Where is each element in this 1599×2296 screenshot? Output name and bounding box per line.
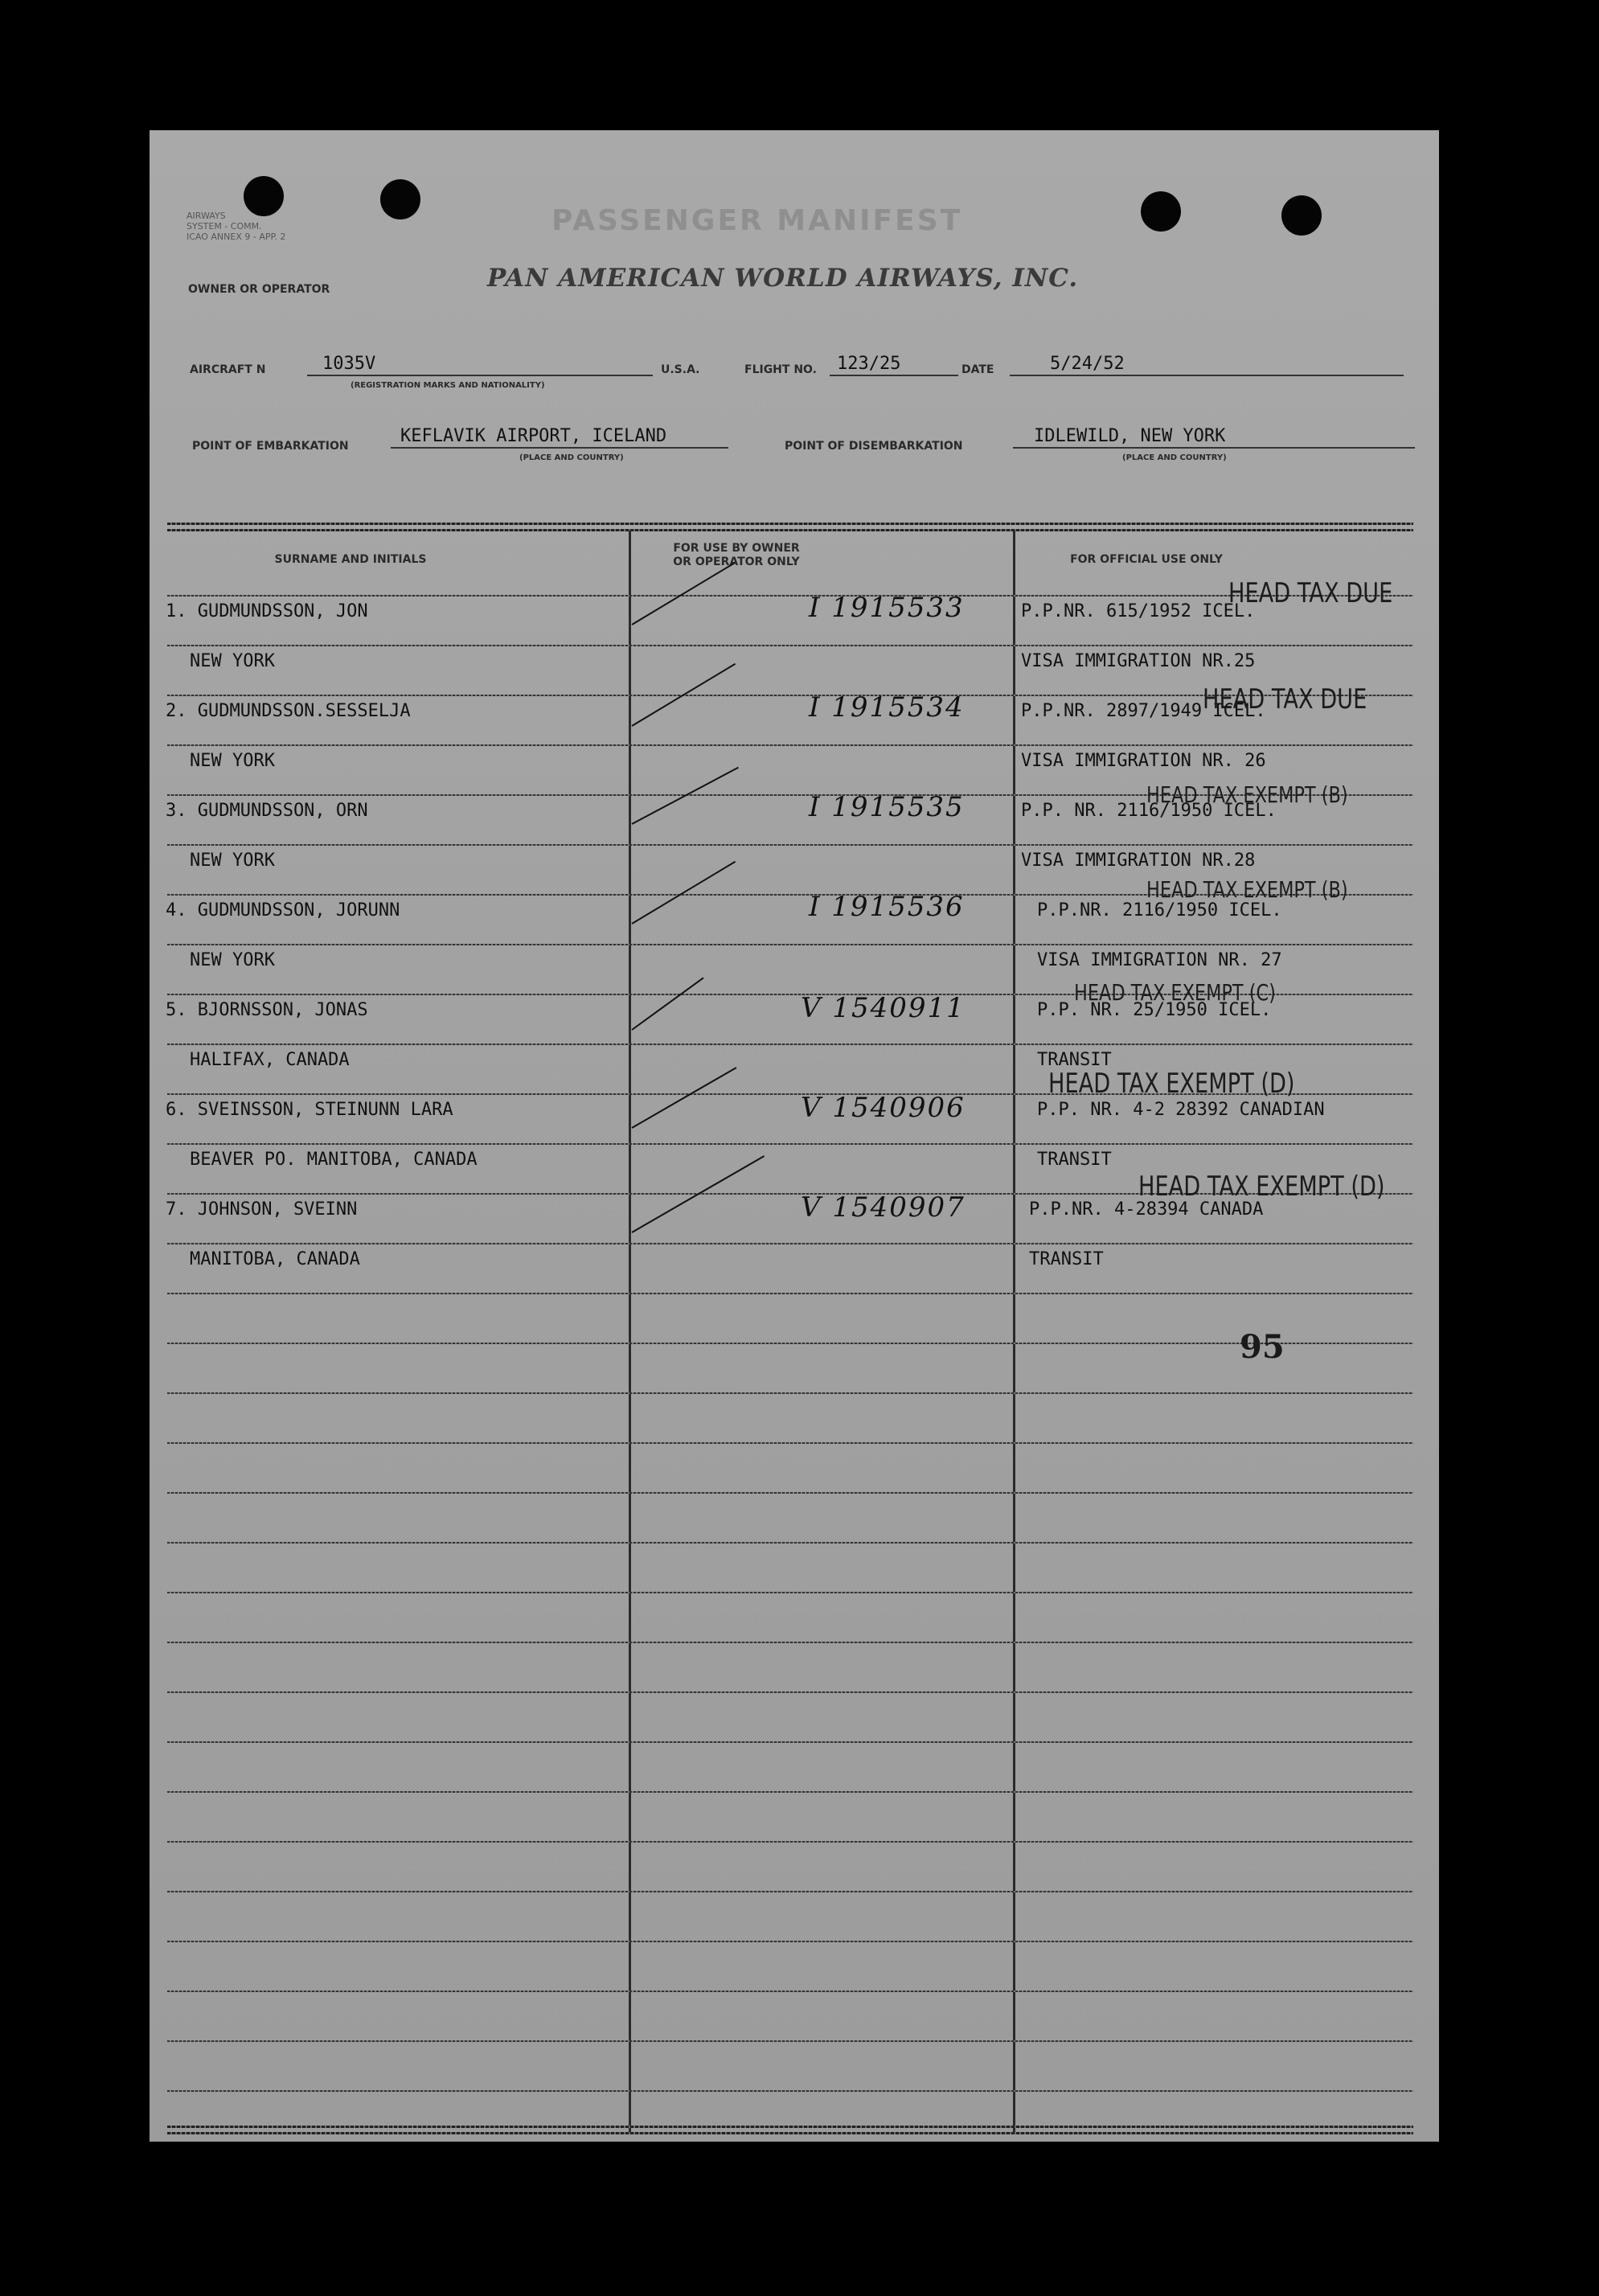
ruled-line	[167, 1841, 1413, 1843]
head-tax-stamp: HEAD TAX EXEMPT (D)	[1048, 1068, 1295, 1100]
ruled-line	[167, 1542, 1413, 1544]
ruled-line	[167, 2090, 1413, 2092]
visa-info: VISA IMMIGRATION NR. 26	[1021, 751, 1266, 771]
embarkation-caption: (PLACE AND COUNTRY)	[519, 453, 624, 462]
passenger-name: 6. SVEINSSON, STEINUNN LARA	[166, 1100, 453, 1120]
ruled-line	[167, 1392, 1413, 1394]
head-tax-stamp: HEAD TAX EXEMPT (B)	[1146, 781, 1348, 808]
usa-label: U.S.A.	[661, 363, 700, 376]
passenger-destination: NEW YORK	[190, 950, 275, 970]
date-label: DATE	[961, 363, 994, 376]
passenger-name: 7. JOHNSON, SVEINN	[166, 1199, 358, 1220]
ruled-line	[167, 1592, 1413, 1593]
ticket-number: I 1915536	[809, 891, 965, 923]
ruled-line	[167, 1741, 1413, 1743]
aircraft-caption: (REGISTRATION MARKS AND NATIONALITY)	[351, 381, 545, 390]
passenger-destination: BEAVER PO. MANITOBA, CANADA	[190, 1150, 478, 1170]
ticket-number: I 1915533	[809, 592, 965, 624]
ticket-number: V 1540907	[801, 1191, 966, 1224]
passenger-name: 4. GUDMUNDSSON, JORUNN	[166, 900, 400, 920]
punch-hole	[380, 179, 420, 219]
ruled-line	[167, 1343, 1413, 1344]
ruled-line	[167, 1293, 1413, 1294]
ruled-line	[167, 944, 1413, 945]
aircraft-label: AIRCRAFT N	[190, 363, 266, 376]
passenger-destination: NEW YORK	[190, 751, 275, 771]
embarkation-value: KEFLAVIK AIRPORT, ICELAND	[400, 426, 667, 446]
ticket-number: V 1540911	[801, 992, 966, 1024]
check-mark	[631, 861, 736, 925]
head-tax-stamp: HEAD TAX EXEMPT (D)	[1138, 1171, 1385, 1203]
visa-info: VISA IMMIGRATION NR.25	[1021, 651, 1256, 671]
passport-number: P.P.NR. 615/1952 ICEL.	[1021, 601, 1256, 621]
ruled-line	[167, 1442, 1413, 1444]
passenger-name: 3. GUDMUNDSSON, ORN	[166, 801, 368, 821]
head-tax-stamp: HEAD TAX DUE	[1203, 683, 1367, 715]
passport-number: P.P. NR. 25/1950 ICEL.	[1037, 1000, 1272, 1020]
column-header-official: FOR OFFICIAL USE ONLY	[1070, 553, 1223, 566]
column-header-operator: FOR USE BY OWNER OR OPERATOR ONLY	[673, 542, 800, 568]
punch-hole	[1141, 191, 1181, 232]
form-reference: AIRWAYS SYSTEM - COMM. ICAO ANNEX 9 - APP. 2	[187, 211, 286, 242]
passenger-destination: MANITOBA, CANADA	[190, 1249, 360, 1269]
passport-number: P.P.NR. 2116/1950 ICEL.	[1037, 900, 1282, 920]
ticket-number: I 1915534	[809, 691, 965, 724]
manifest-sheet	[150, 130, 1439, 2142]
ruled-line	[167, 744, 1413, 746]
check-mark	[632, 1067, 737, 1129]
passport-number: P.P.NR. 4-28394 CANADA	[1029, 1199, 1264, 1220]
embarkation-label: POINT OF EMBARKATION	[192, 440, 349, 453]
date-value: 5/24/52	[1050, 354, 1125, 374]
ruled-line	[167, 1642, 1413, 1643]
flight-value: 123/25	[837, 354, 901, 374]
ticket-number: I 1915535	[809, 791, 965, 823]
visa-info: VISA IMMIGRATION NR. 27	[1037, 950, 1282, 970]
head-tax-stamp: HEAD TAX EXEMPT (C)	[1074, 979, 1276, 1006]
ruled-line	[167, 1043, 1413, 1045]
ruled-line	[167, 1143, 1413, 1145]
passenger-name: 2. GUDMUNDSSON.SESSELJA	[166, 701, 411, 721]
punch-hole	[1281, 195, 1322, 236]
ruled-line	[167, 844, 1413, 846]
head-tax-stamp: HEAD TAX DUE	[1228, 577, 1393, 609]
passenger-name: 1. GUDMUNDSSON, JON	[166, 601, 368, 621]
passenger-name: 5. BJORNSSON, JONAS	[166, 1000, 368, 1020]
passport-number: P.P. NR. 4-2 28392 CANADIAN	[1037, 1100, 1325, 1120]
passenger-destination: NEW YORK	[190, 651, 275, 671]
ruled-line	[167, 595, 1413, 597]
aircraft-value: 1035V	[322, 354, 376, 374]
owner-label: OWNER OR OPERATOR	[188, 283, 330, 296]
ruled-line	[167, 1891, 1413, 1892]
check-mark	[631, 978, 703, 1031]
ruled-line	[167, 645, 1413, 646]
column-header-surname: SURNAME AND INITIALS	[274, 553, 427, 566]
ruled-line	[167, 1791, 1413, 1793]
ruled-line	[167, 1243, 1413, 1244]
disembarkation-caption: (PLACE AND COUNTRY)	[1122, 453, 1227, 462]
visa-info: TRANSIT	[1037, 1150, 1112, 1170]
flight-label: FLIGHT NO.	[744, 363, 817, 376]
ticket-number: V 1540906	[801, 1092, 966, 1124]
check-mark	[631, 562, 736, 625]
owner-name: PAN AMERICAN WORLD AIRWAYS, INC.	[487, 264, 1079, 293]
visa-info: VISA IMMIGRATION NR.28	[1021, 851, 1256, 871]
passport-number: P.P.NR. 2897/1949 ICEL.	[1021, 701, 1266, 721]
head-tax-stamp: HEAD TAX EXEMPT (B)	[1146, 876, 1348, 903]
visa-info: TRANSIT	[1029, 1249, 1104, 1269]
disembarkation-label: POINT OF DISEMBARKATION	[785, 440, 963, 453]
passenger-destination: NEW YORK	[190, 851, 275, 871]
form-title: PASSENGER MANIFEST	[551, 204, 963, 237]
page-number: 95	[1240, 1328, 1285, 1366]
ruled-line	[167, 1941, 1413, 1942]
visa-info: TRANSIT	[1037, 1050, 1112, 1070]
passenger-destination: HALIFAX, CANADA	[190, 1050, 350, 1070]
disembarkation-value: IDLEWILD, NEW YORK	[1034, 426, 1226, 446]
passport-number: P.P. NR. 2116/1950 ICEL.	[1021, 801, 1277, 821]
ruled-line	[167, 1492, 1413, 1494]
ruled-line	[167, 1991, 1413, 1992]
ruled-line	[167, 2040, 1413, 2042]
ruled-line	[167, 1691, 1413, 1693]
